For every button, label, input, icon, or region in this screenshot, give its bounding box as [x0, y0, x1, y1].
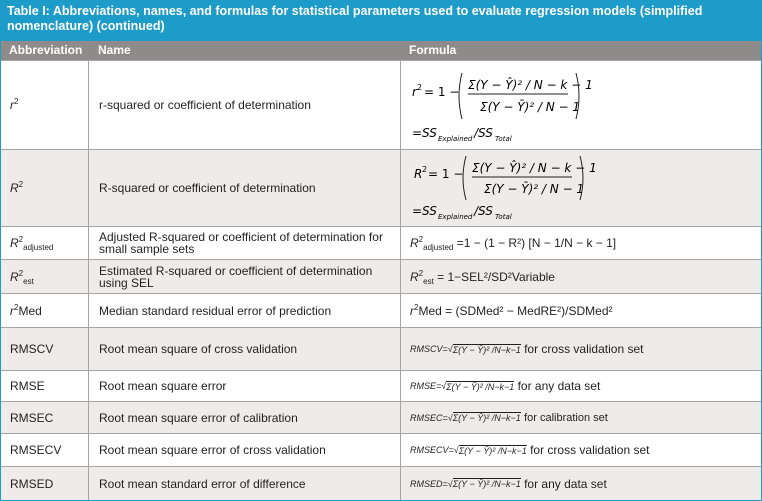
- svg-text:= 1 −: = 1 −: [424, 85, 460, 99]
- formula-cell: $R^2_{adjusted} =1 - (1 - R^2) [N - 1/N - k - 1]$: [410, 235, 617, 252]
- header-abbreviation: Abbreviation: [9, 43, 83, 57]
- svg-text:Σ(Y − Ȳ)² / N − 1: Σ(Y − Ȳ)² / N − 1: [484, 182, 585, 196]
- abbr-cell: RMSED: [1, 467, 89, 500]
- table-row: [1, 259, 761, 293]
- svg-text:Σ(Y − Ȳ)² / N − 1: Σ(Y − Ȳ)² / N − 1: [480, 100, 581, 114]
- formula-r2: [410, 61, 660, 147]
- table-row: [1, 149, 761, 226]
- abbr-cell: RMSE: [1, 371, 89, 401]
- svg-text:R: R: [414, 167, 423, 181]
- name-cell: Root mean square error of calibration: [89, 402, 401, 433]
- name-cell: r-squared or coefficient of determination: [89, 61, 401, 149]
- svg-text:Explained: Explained: [438, 135, 473, 143]
- header-formula: Formula: [409, 43, 457, 57]
- abbr-cell: $R^2_{adjusted}$: [1, 227, 89, 259]
- header-name: Name: [98, 43, 131, 57]
- name-cell: R-squared or coefficient of determination: [89, 150, 401, 226]
- table-row: [1, 293, 761, 327]
- svg-text:Total: Total: [495, 135, 512, 143]
- abbr-cell: $r^2$: [1, 61, 89, 149]
- formula-cell: [401, 61, 761, 149]
- table-row: [1, 370, 761, 401]
- name-cell: Median standard residual error of prediction: [89, 294, 401, 327]
- formula-cell: RMSED =√ Σ(Y − Ŷ)² /N−k−1 for any data set: [410, 476, 607, 491]
- svg-text:/SS: /SS: [474, 204, 493, 218]
- table-row: [1, 327, 761, 370]
- formula-cell: $R^2_{est}$ = 1−SEL²/SD²Variable: [410, 268, 555, 286]
- table-row: [1, 466, 761, 500]
- svg-text:Σ(Y − Ŷ)² / N − k − 1: Σ(Y − Ŷ)² / N − k − 1: [472, 161, 597, 175]
- formula-cell: RMSE =√ Σ(Y − Ŷ)² /N−k−1 for any data set: [410, 379, 601, 393]
- table-row: [1, 226, 761, 259]
- svg-text:Σ(Y − Ŷ)² / N − k − 1: Σ(Y − Ŷ)² / N − k − 1: [468, 78, 593, 92]
- formula-R2: [410, 150, 660, 226]
- name-cell: Adjusted R-squared or coefficient of determination for small sample sets: [89, 227, 401, 259]
- svg-text:Explained: Explained: [438, 213, 473, 221]
- name-cell: Root mean square error of cross validation: [89, 434, 401, 466]
- name-cell: Estimated R-squared or coefficient of determination using SEL: [89, 260, 401, 293]
- svg-text:/SS: /SS: [474, 126, 493, 140]
- abbr-cell: $r^2Med$: [1, 294, 89, 327]
- formula-cell: RMSCV =√ Σ(Y − Ŷ)² /N−k−1 for cross validation set: [410, 342, 644, 356]
- formula-cell: RMSEC =√ Σ(Y − Ŷ)² /N−k−1 for calibration set: [410, 411, 608, 424]
- table-row: [1, 60, 761, 149]
- abbr-cell: RMSECV: [1, 434, 89, 466]
- abbr-cell: RMSCV: [1, 328, 89, 370]
- name-cell: Root mean square of cross validation: [89, 328, 401, 370]
- table-row: [1, 433, 761, 466]
- table-title: Table I: Abbreviations, names, and formulas for statistical parameters used to evaluate regression models (simplified nomenclature) (continued): [1, 1, 761, 41]
- svg-text:= 1 −: = 1 −: [428, 167, 464, 181]
- svg-text:=SS: =SS: [412, 204, 437, 218]
- svg-text:Total: Total: [495, 213, 512, 221]
- abbr-cell: $R^2$: [1, 150, 89, 226]
- formula-cell: $r^2Med$ = (SDMed² − MedRE²)/SDMed²: [410, 302, 613, 318]
- svg-text:2: 2: [417, 83, 423, 92]
- formula-cell: RMSECV =√ Σ(Y − Ŷ)² /N−k−1 for cross validation set: [410, 443, 650, 457]
- abbr-cell: $R^2_{est}$: [1, 260, 89, 293]
- formula-cell: [401, 150, 761, 226]
- name-cell: Root mean standard error of difference: [89, 467, 401, 500]
- svg-text:=SS: =SS: [412, 126, 437, 140]
- table-header-row: [1, 41, 761, 60]
- name-cell: Root mean square error: [89, 371, 401, 401]
- abbr-cell: RMSEC: [1, 402, 89, 433]
- svg-text:r: r: [412, 85, 417, 99]
- svg-text:2: 2: [422, 165, 428, 174]
- table-row: [1, 401, 761, 433]
